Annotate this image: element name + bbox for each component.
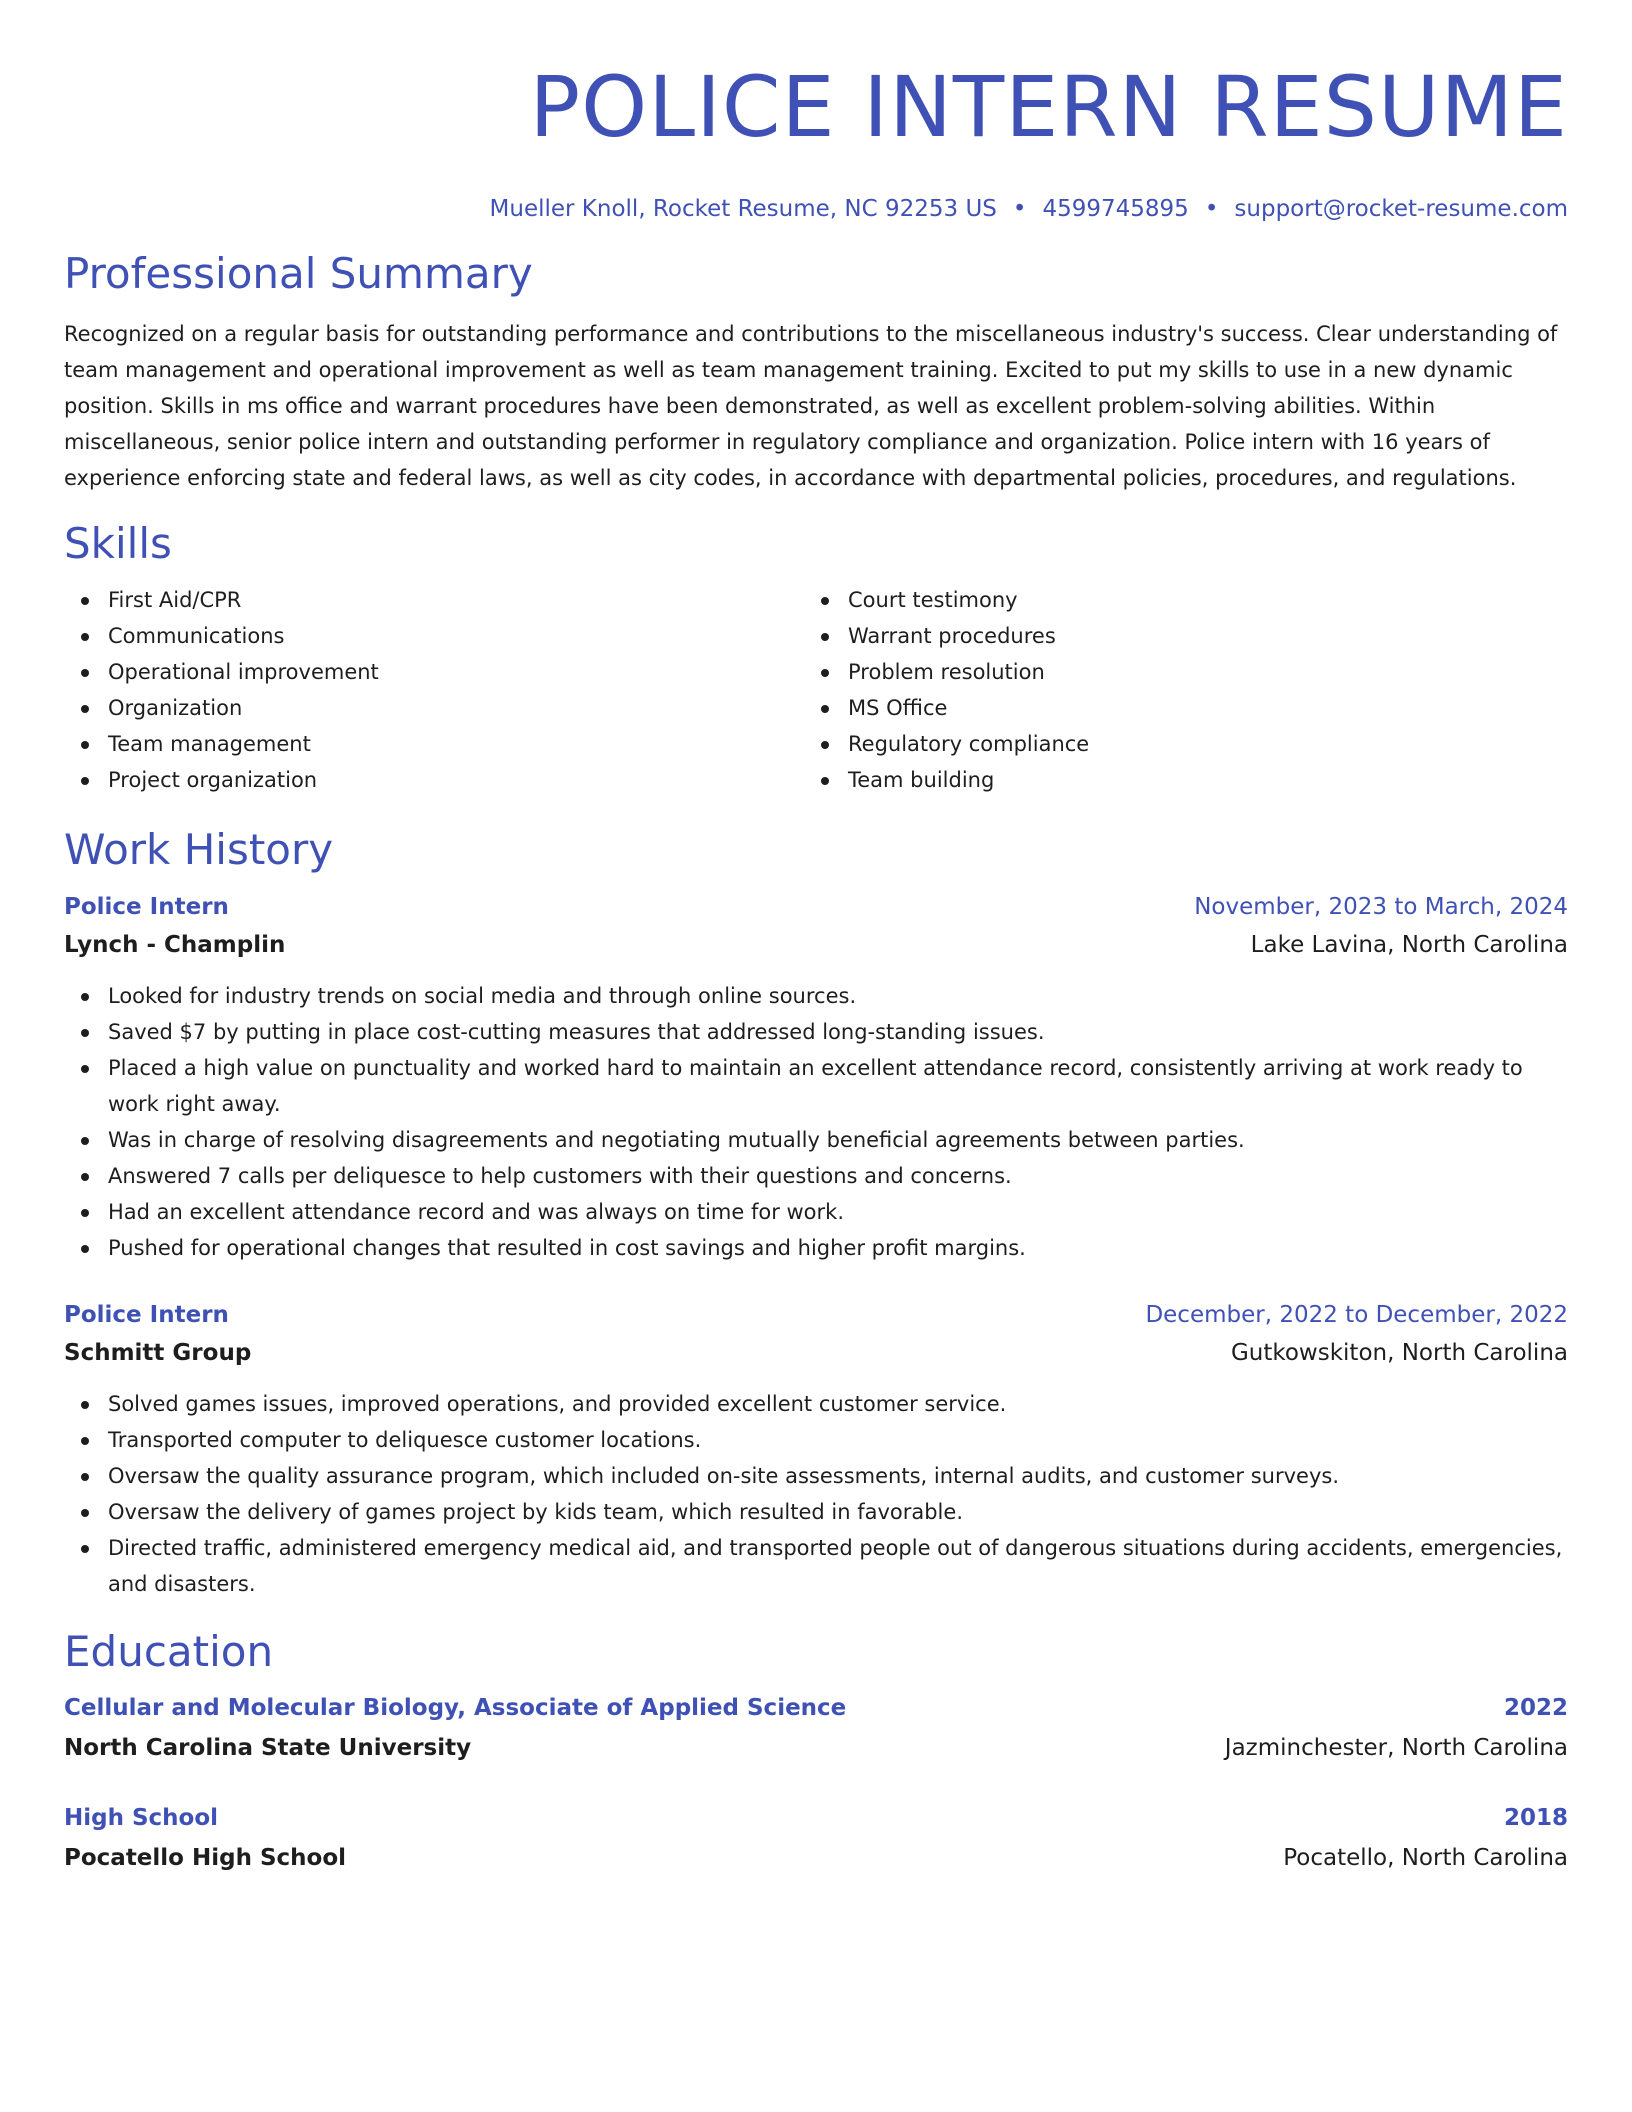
- job-bullet: Answered 7 calls per deliquesce to help customers with their questions and concerns.: [108, 1158, 1568, 1194]
- contact-line: [64, 194, 1568, 224]
- job-bullet: Was in charge of resolving disagreements and negotiating mutually beneficial agreements between parties.: [108, 1122, 1568, 1158]
- contact-email: support@rocket-resume.com: [1234, 196, 1568, 222]
- skill-item: Regulatory compliance: [848, 726, 1544, 762]
- job-subheader: [64, 1334, 1568, 1372]
- education-degree: Cellular and Molecular Biology, Associate of Applied Science: [64, 1695, 847, 1721]
- contact-phone: 4599745895: [1042, 196, 1189, 222]
- job-subheader: [64, 926, 1568, 964]
- summary-section: [64, 246, 1568, 496]
- education-header: [64, 1798, 1568, 1838]
- work-section: [64, 822, 1568, 1602]
- job-bullet: Looked for industry trends on social media and through online sources.: [108, 978, 1568, 1014]
- job-bullets: [64, 1386, 1568, 1602]
- skills-list-right: [804, 582, 1544, 798]
- skill-item: Team management: [108, 726, 804, 762]
- job-company: Schmitt Group: [64, 1340, 252, 1366]
- skill-item: Warrant procedures: [848, 618, 1544, 654]
- skills-heading: Skills: [64, 519, 172, 568]
- skill-item: Team building: [848, 762, 1544, 798]
- summary-text: Recognized on a regular basis for outstanding performance and contributions to the miscellaneous industry's success. Clear understanding of team management and operational improvement as well as team management training. Excited to put my skills to use in a new dynamic position. Skills in ms office and warrant procedures have been demonstrated, as well as excellent problem-solving abilities. Within miscellaneous, senior police intern and outstanding performer in regulatory compliance and organization. Police intern with 16 years of experience enforcing state and federal laws, as well as city codes, in accordance with departmental policies, procedures, and regulations.: [64, 322, 1558, 490]
- education-subheader: [64, 1728, 1568, 1768]
- education-school: Pocatello High School: [64, 1845, 347, 1871]
- skill-item: MS Office: [848, 690, 1544, 726]
- skills-section: [64, 516, 1568, 798]
- education-location: Jazminchester, North Carolina: [1224, 1735, 1568, 1761]
- job-bullet: Solved games issues, improved operations, and provided excellent customer service.: [108, 1386, 1568, 1422]
- education-year: 2022: [1503, 1695, 1568, 1721]
- resume-page: [64, 0, 1568, 1878]
- job-location: Gutkowskiton, North Carolina: [1230, 1340, 1568, 1366]
- summary-heading: Professional Summary: [64, 249, 533, 298]
- job-entry: [64, 1296, 1568, 1602]
- education-header: [64, 1688, 1568, 1728]
- education-school: North Carolina State University: [64, 1735, 472, 1761]
- job-bullet: Directed traffic, administered emergency medical aid, and transported people out of dangerous situations during accidents, emergencies, and disasters.: [108, 1530, 1568, 1602]
- skill-item: Operational improvement: [108, 654, 804, 690]
- education-entry: [64, 1798, 1568, 1878]
- job-header: [64, 1296, 1568, 1334]
- job-bullet: Placed a high value on punctuality and worked hard to maintain an excellent attendance record, consistently arriving at work ready to work right away.: [108, 1050, 1568, 1122]
- skill-item: Organization: [108, 690, 804, 726]
- job-title: Police Intern: [64, 894, 229, 920]
- contact-separator: •: [1204, 196, 1219, 222]
- job-bullet: Oversaw the delivery of games project by kids team, which resulted in favorable.: [108, 1494, 1568, 1530]
- job-bullet: Transported computer to deliquesce customer locations.: [108, 1422, 1568, 1458]
- job-company: Lynch - Champlin: [64, 932, 286, 958]
- job-dates: December, 2022 to December, 2022: [1145, 1302, 1568, 1328]
- education-heading: Education: [64, 1627, 274, 1676]
- skill-item: Communications: [108, 618, 804, 654]
- education-year: 2018: [1503, 1805, 1568, 1831]
- job-bullet: Had an excellent attendance record and was always on time for work.: [108, 1194, 1568, 1230]
- skills-list-left: [64, 582, 804, 798]
- work-heading: Work History: [64, 825, 334, 874]
- education-degree: High School: [64, 1805, 219, 1831]
- education-entry: [64, 1688, 1568, 1768]
- education-subheader: [64, 1838, 1568, 1878]
- education-location: Pocatello, North Carolina: [1283, 1845, 1568, 1871]
- job-title: Police Intern: [64, 1302, 229, 1328]
- skill-item: Court testimony: [848, 582, 1544, 618]
- resume-title: POLICE INTERN RESUME: [529, 58, 1568, 156]
- job-bullets: [64, 978, 1568, 1266]
- skills-columns: [64, 582, 1568, 798]
- job-bullet: Saved $7 by putting in place cost-cutting measures that addressed long-standing issues.: [108, 1014, 1568, 1050]
- job-dates: November, 2023 to March, 2024: [1194, 894, 1568, 920]
- skill-item: Problem resolution: [848, 654, 1544, 690]
- skill-item: Project organization: [108, 762, 804, 798]
- skill-item: First Aid/CPR: [108, 582, 804, 618]
- education-section: [64, 1624, 1568, 1878]
- contact-separator: •: [1012, 196, 1027, 222]
- job-location: Lake Lavina, North Carolina: [1250, 932, 1568, 958]
- job-entry: [64, 888, 1568, 1266]
- job-header: [64, 888, 1568, 926]
- job-bullet: Oversaw the quality assurance program, which included on-site assessments, internal audits, and customer surveys.: [108, 1458, 1568, 1494]
- job-bullet: Pushed for operational changes that resulted in cost savings and higher profit margins.: [108, 1230, 1568, 1266]
- contact-address: Mueller Knoll, Rocket Resume, NC 92253 US: [489, 196, 997, 222]
